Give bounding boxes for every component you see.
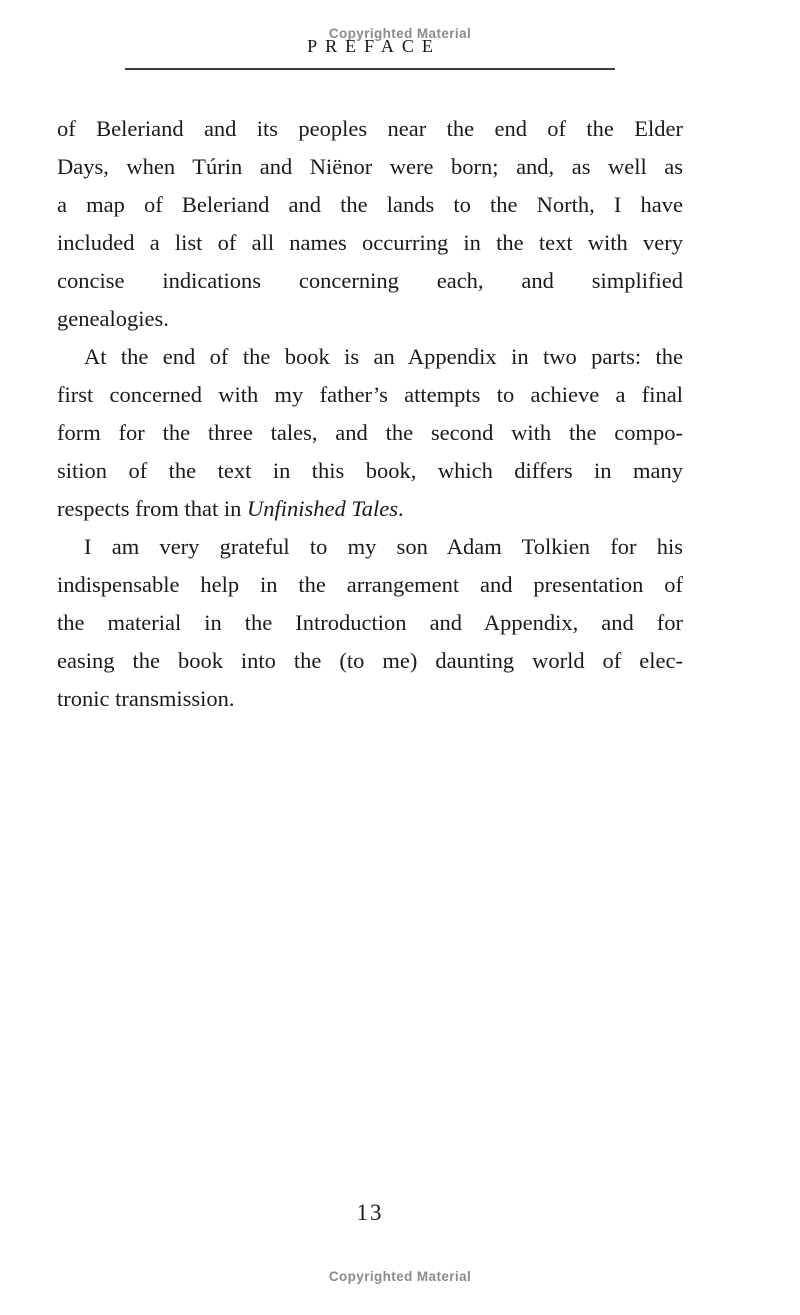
body-line [57,300,683,338]
copyright-notice-bottom: Copyrighted Material [328,1269,472,1284]
text-segment: first concerned with my father’s attempts to achieve a final [57,382,683,407]
text-segment: genealogies. [57,306,169,331]
text-segment: Days, when Túrin and Niënor were born; and, as well as [57,154,683,179]
body-line [57,414,683,452]
text-segment: . [398,496,404,521]
body-line [57,490,683,528]
body-line [57,338,683,376]
page-number: 13 [356,1200,384,1225]
text-segment: concise indications concerning each, and simplified [57,268,683,293]
body-text [57,110,683,718]
body-line [57,110,683,148]
body-line [57,452,683,490]
text-segment: easing the book into the (to me) daunting world of elec- [57,648,683,673]
body-line [57,148,683,186]
body-line [57,680,683,718]
text-segment: sition of the text in this book, which differs in many [57,458,683,483]
text-segment: I am very grateful to my son Adam Tolkien for his [84,534,683,559]
text-segment: a map of Beleriand and the lands to the North, I have [57,192,683,217]
text-segment: the material in the Introduction and Appendix, and for [57,610,683,635]
book-title-italic: Unfinished Tales [246,496,399,521]
text-segment: form for the three tales, and the second with the compo- [57,420,683,445]
header-rule [125,68,615,70]
body-line [57,224,683,262]
text-segment: of Beleriand and its peoples near the end of the Elder [57,116,683,141]
body-line [57,528,683,566]
text-segment: indispensable help in the arrangement and presentation of [57,572,683,597]
body-line [57,262,683,300]
text-segment: respects from that in [57,496,247,521]
text-segment: At the end of the book is an Appendix in two parts: the [84,344,683,369]
text-segment: included a list of all names occurring in the text with very [57,230,683,255]
body-line [57,376,683,414]
body-line [57,642,683,680]
chapter-title: PREFACE [307,36,441,56]
copyright-notice-top: Copyrighted Material [328,26,472,41]
text-segment: tronic transmission. [57,686,235,711]
body-line [57,566,683,604]
body-line [57,604,683,642]
body-line [57,186,683,224]
